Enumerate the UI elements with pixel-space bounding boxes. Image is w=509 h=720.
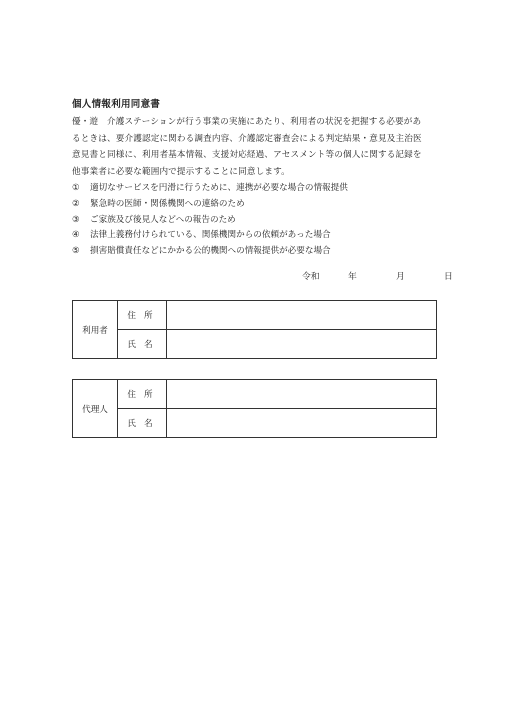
list-number: ④ <box>72 230 80 241</box>
user-name-label: 氏名 <box>118 330 167 359</box>
agent-signature-table <box>72 379 437 438</box>
date-line <box>302 269 453 282</box>
date-day: 日 <box>444 272 453 282</box>
agent-address-field[interactable] <box>167 380 437 409</box>
user-name-field[interactable] <box>167 330 437 359</box>
list-item <box>72 197 348 213</box>
list-number: ① <box>72 183 80 193</box>
user-role-label: 利用者 <box>73 301 118 359</box>
list-text: ご家族及び後見人などへの報告のため <box>90 214 236 225</box>
list-number: ③ <box>72 214 80 225</box>
document-title: 個人情報利用同意書 <box>72 99 161 110</box>
list-item <box>72 213 348 229</box>
agent-name-label: 氏名 <box>118 409 167 438</box>
date-era: 令和 <box>302 272 320 282</box>
date-month: 月 <box>396 272 405 282</box>
list-number: ⑤ <box>72 246 80 257</box>
purpose-list <box>72 181 348 260</box>
list-text: 法律上義務付けられている、関係機関からの依頼があった場合 <box>90 230 331 241</box>
user-address-field[interactable] <box>167 301 437 330</box>
list-item <box>72 228 348 244</box>
user-signature-table <box>72 300 437 359</box>
list-text: 損害賠償責任などにかかる公的機関への情報提供が必要な場合 <box>90 246 331 257</box>
list-number: ② <box>72 198 80 209</box>
list-text: 適切なサービスを円滑に行うために、連携が必要な場合の情報提供 <box>90 183 348 193</box>
paragraph-line: 他事業者に必要な範囲内で提示することに同意します。 <box>72 166 290 177</box>
list-item <box>72 181 348 197</box>
paragraph-line: 優・遊 介護ステーションが行う事業の実施にあたり、利用者の状況を把握する必要があ <box>72 117 422 127</box>
list-text: 緊急時の医師・関係機関への連絡のため <box>90 198 245 209</box>
date-year: 年 <box>348 272 357 282</box>
user-address-label: 住所 <box>118 301 167 330</box>
paragraph-line: るときは、要介護認定に関わる調査内容、介護認定審査会による判定結果・意見及主治医 <box>72 133 422 144</box>
list-item <box>72 244 348 260</box>
agent-address-label: 住所 <box>118 380 167 409</box>
agent-role-label: 代理人 <box>73 380 118 438</box>
consent-paragraph <box>72 114 440 180</box>
paragraph-line: 意見書と同様に、利用者基本情報、支援対応経過、アセスメント等の個人に関する記録を <box>72 150 422 161</box>
agent-name-field[interactable] <box>167 409 437 438</box>
